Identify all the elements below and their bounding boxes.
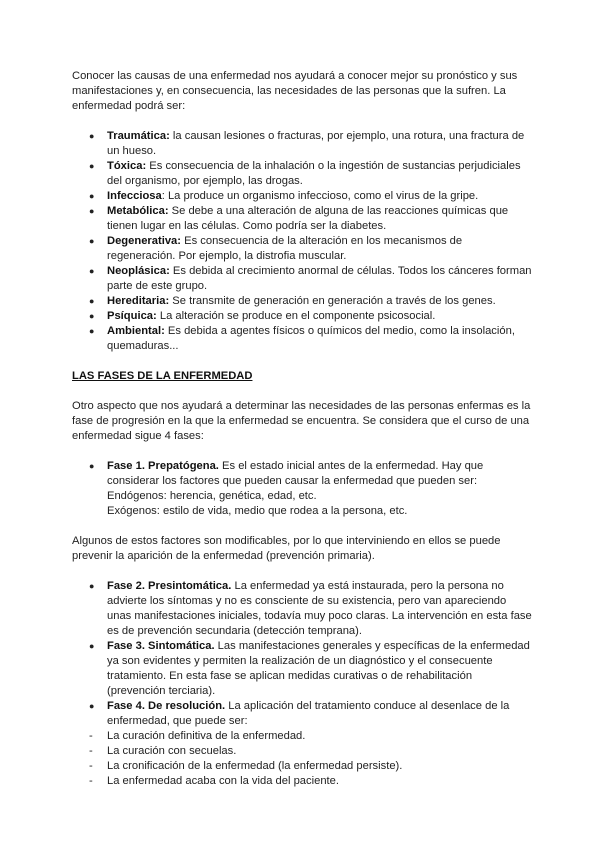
phase-term: Fase 4. De resolución. <box>107 700 226 712</box>
bullet-icon: ● <box>89 461 95 471</box>
list-item <box>72 129 532 159</box>
outcome-text: La cronificación de la enfermedad (la enfermedad persiste). <box>107 760 403 772</box>
outcome-text: La curación con secuelas. <box>107 745 237 757</box>
list-item <box>72 264 532 294</box>
list-item <box>72 189 532 204</box>
list-item <box>72 744 532 759</box>
cause-term: Neoplásica: <box>107 265 170 277</box>
phase-text: Es el estado inicial antes de la enfermedad. Hay que considerar los factores que pueden causar la enfermedad que pueden ser: <box>107 460 484 487</box>
list-item <box>72 159 532 189</box>
bullet-icon: ● <box>89 701 95 711</box>
exogenous-factors: Exógenos: estilo de vida, medio que rodea a la persona, etc. <box>107 505 408 517</box>
outcomes-list <box>72 729 532 789</box>
causes-list <box>72 129 532 354</box>
dash-icon: - <box>89 760 93 772</box>
phases-intro-paragraph: Otro aspecto que nos ayudará a determinar las necesidades de las personas enfermas es la fase de progresión en la que la enfermedad se encuentra. Se considera que el curso de una enfermedad sigue 4 fases: <box>72 400 531 442</box>
cause-text: Es consecuencia de la alteración en los mecanismos de regeneración. Por ejemplo, la distrofia muscular. <box>107 235 463 262</box>
bullet-icon: ● <box>89 206 95 216</box>
endogenous-factors: Endógenos: herencia, genética, edad, etc. <box>107 490 317 502</box>
list-item <box>72 579 532 639</box>
cause-term: Traumática: <box>107 130 170 142</box>
cause-term: Hereditaria: <box>107 295 170 307</box>
bullet-icon: ● <box>89 191 95 201</box>
list-item <box>72 309 532 324</box>
intro-paragraph: Conocer las causas de una enfermedad nos ayudará a conocer mejor su pronóstico y sus manifestaciones y, en consecuencia, las necesidades de las personas que la sufren. La enfermedad podrá ser: <box>72 70 518 112</box>
phase-text: Las manifestaciones generales y específicas de la enfermedad ya son evidentes y permiten la realización de un diagnóstico y el consecuente tratamiento. En esta fase se aplican medidas curativas o de rehabilitación (prevención terciaria). <box>107 640 530 697</box>
outcome-text: La curación definitiva de la enfermedad. <box>107 730 306 742</box>
cause-text: Se transmite de generación en generación a través de los genes. <box>169 295 496 307</box>
list-item <box>72 459 532 519</box>
bullet-icon: ● <box>89 266 95 276</box>
phase-term: Fase 2. Presintomática. <box>107 580 232 592</box>
cause-term: Degenerativa: <box>107 235 181 247</box>
list-item <box>72 639 532 699</box>
cause-text: : La produce un organismo infeccioso, como el virus de la gripe. <box>161 190 479 202</box>
phase-text: La aplicación del tratamiento conduce al desenlace de la enfermedad, que puede ser: <box>107 700 510 727</box>
phase-term: Fase 1. Prepatógena. <box>107 460 219 472</box>
outcome-text: La enfermedad acaba con la vida del paciente. <box>107 775 339 787</box>
bullet-icon: ● <box>89 581 95 591</box>
phase-text: La enfermedad ya está instaurada, pero la persona no advierte los síntomas y no es consciente de su existencia, pero van apareciendo unas manifestaciones iniciales, todavía muy poco claras. La intervención en esta fase es de prevención secundaria (detección temprana). <box>107 580 532 637</box>
bullet-icon: ● <box>89 161 95 171</box>
list-item <box>72 294 532 309</box>
list-item <box>72 759 532 774</box>
cause-text: Es debida a agentes físicos o químicos del medio, como la insolación, quemaduras... <box>107 325 515 352</box>
cause-term: Tóxica: <box>107 160 147 172</box>
phase1-list <box>72 459 532 519</box>
bullet-icon: ● <box>89 236 95 246</box>
bullet-icon: ● <box>89 641 95 651</box>
cause-term: Ambiental: <box>107 325 165 337</box>
cause-text: la causan lesiones o fracturas, por ejemplo, una rotura, una fractura de un hueso. <box>107 130 525 157</box>
list-item <box>72 234 532 264</box>
bullet-icon: ● <box>89 296 95 306</box>
cause-term: Infecciosa <box>107 190 162 202</box>
list-item <box>72 204 532 234</box>
bullet-icon: ● <box>89 131 95 141</box>
list-item <box>72 774 532 789</box>
cause-text: Se debe a una alteración de alguna de las reacciones químicas que tienen lugar en las células. Como podría ser la diabetes. <box>107 205 509 232</box>
list-item <box>72 729 532 744</box>
bullet-icon: ● <box>89 326 95 336</box>
cause-term: Metabólica: <box>107 205 169 217</box>
document-page <box>72 69 532 789</box>
cause-term: Psíquica: <box>107 310 157 322</box>
dash-icon: - <box>89 745 93 757</box>
section-title: LAS FASES DE LA ENFERMEDAD <box>72 370 253 382</box>
cause-text: La alteración se produce en el componente psicosocial. <box>156 310 436 322</box>
cause-text: Es debida al crecimiento anormal de células. Todos los cánceres forman parte de este grupo. <box>107 265 532 292</box>
list-item <box>72 699 532 729</box>
list-item <box>72 324 532 354</box>
bullet-icon: ● <box>89 311 95 321</box>
phase-term: Fase 3. Sintomática. <box>107 640 215 652</box>
dash-icon: - <box>89 730 93 742</box>
modifiable-paragraph: Algunos de estos factores son modificables, por lo que interviniendo en ellos se puede prevenir la aparición de la enfermedad (prevención primaria). <box>72 535 501 562</box>
dash-icon: - <box>89 775 93 787</box>
phases-list <box>72 579 532 729</box>
cause-text: Es consecuencia de la inhalación o la ingestión de sustancias perjudiciales del organismo, por ejemplo, las drogas. <box>107 160 521 187</box>
